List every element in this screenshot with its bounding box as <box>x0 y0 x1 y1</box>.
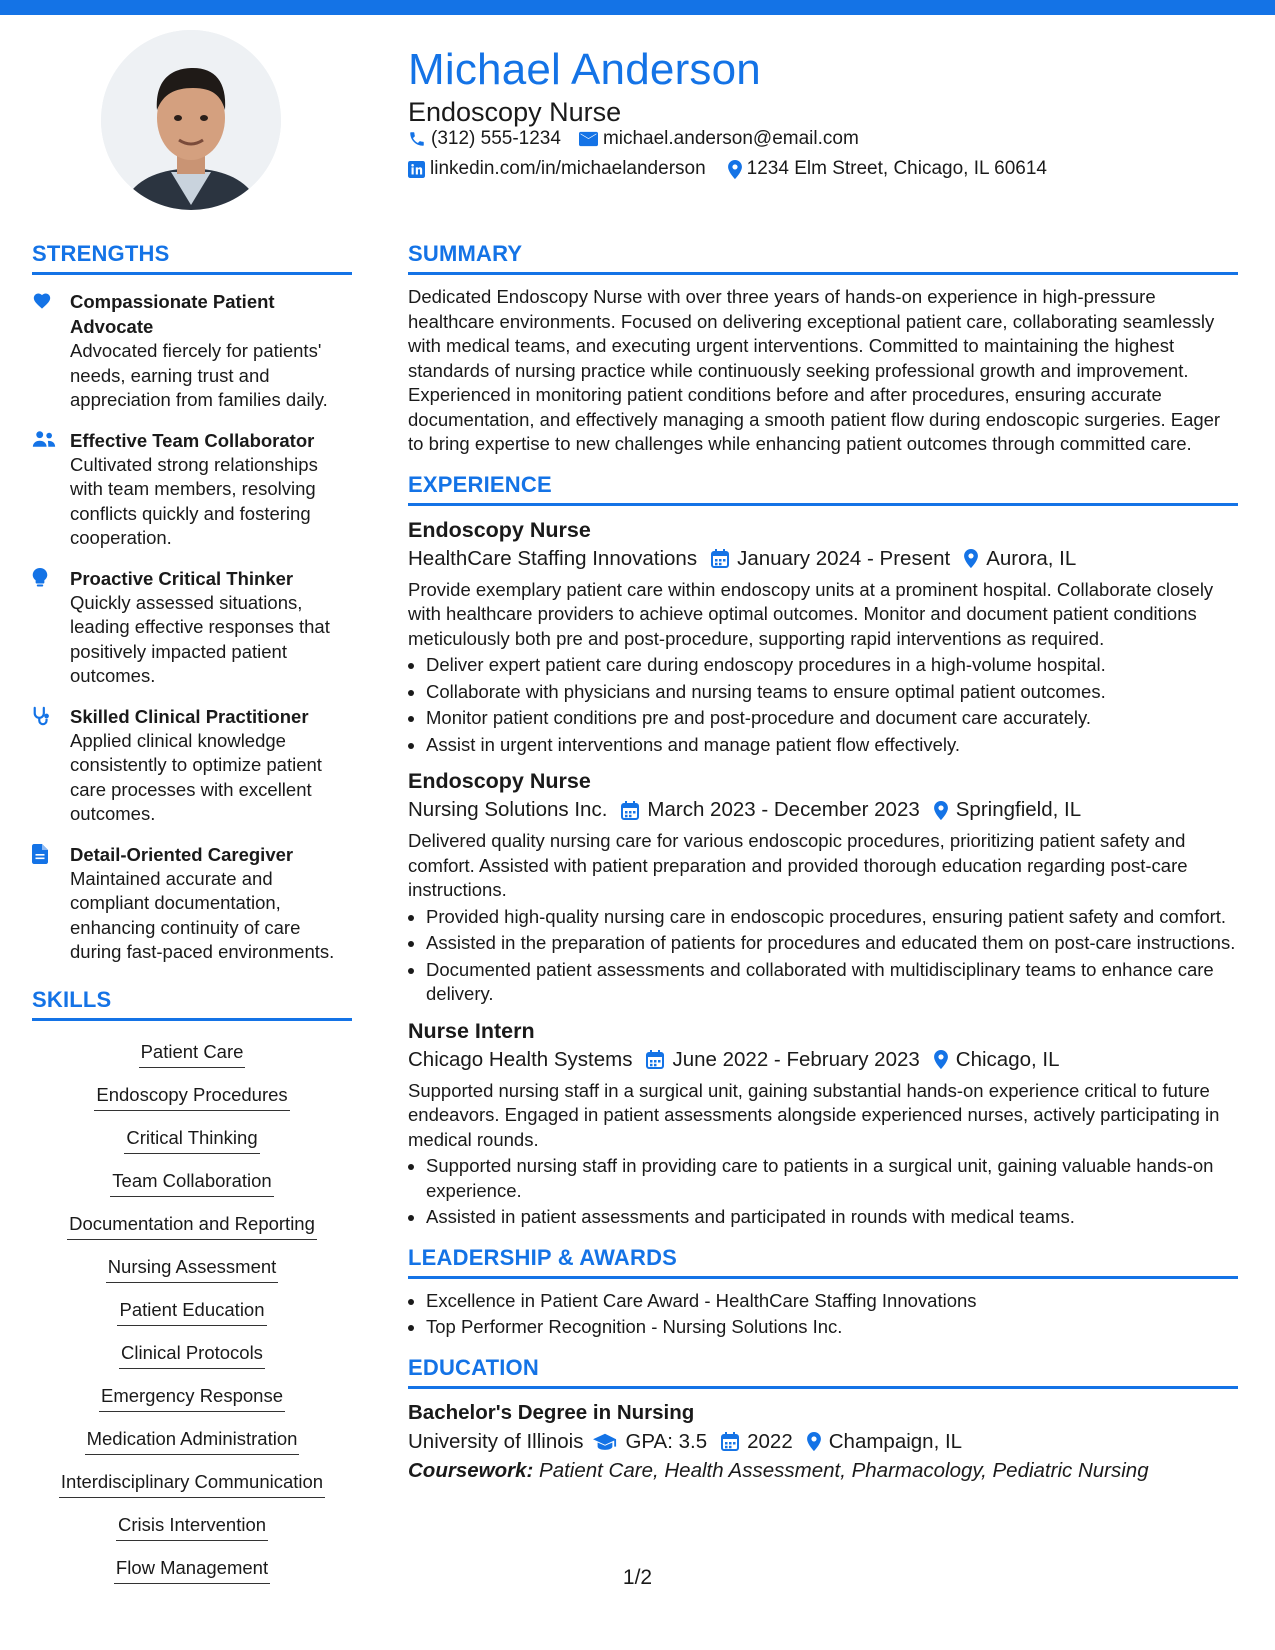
summary-heading: SUMMARY <box>408 240 1238 275</box>
strength-desc: Cultivated strong relationships with team members, resolving conflicts quickly and fostering cooperation. <box>70 453 318 548</box>
job-bullet: • Assisted in the preparation of patients for procedures and educated them on post-care instructions. <box>426 931 1238 956</box>
coursework <box>408 1457 1238 1485</box>
profile-photo <box>101 30 281 210</box>
email-text: michael.anderson@email.com <box>602 128 859 149</box>
job-dates: June 2022 - February 2023 <box>672 1047 920 1071</box>
school-name: University of Illinois <box>408 1429 584 1453</box>
skill-tag: Team Collaboration <box>110 1169 273 1197</box>
phone-icon <box>408 130 426 148</box>
skill-tag: Critical Thinking <box>124 1126 259 1154</box>
education-section <box>408 1354 1238 1485</box>
address-text: 1234 Elm Street, Chicago, IL 60614 <box>746 158 1047 179</box>
phone-contact <box>408 127 561 151</box>
job-description: Delivered quality nursing care for various endoscopic procedures, prioritizing patient safety and comfort. Assisted with patient preparation and provided thorough education regarding post-care instructions. <box>408 830 1188 900</box>
job-bullet: • Documented patient assessments and collaborated with multidisciplinary teams to enhance care delivery. <box>426 958 1238 1007</box>
map-pin-icon <box>964 549 978 568</box>
job-bullet: • Supported nursing staff in providing care to patients in a surgical unit, gaining valuable hands-on experience. <box>426 1154 1238 1203</box>
skill-tag: Patient Education <box>117 1298 266 1326</box>
job-meta <box>408 544 1238 574</box>
job-bullet: • Monitor patient conditions pre and post-procedure and document care accurately. <box>426 706 1238 731</box>
map-pin-icon <box>934 801 948 820</box>
education-heading: EDUCATION <box>408 1354 1238 1389</box>
job-bullet: • Collaborate with physicians and nursing teams to ensure optimal patient outcomes. <box>426 680 1238 705</box>
skill-tag: Medication Administration <box>85 1427 300 1455</box>
education-meta <box>408 1427 1238 1457</box>
candidate-name: Michael Anderson <box>408 45 761 94</box>
award-item: • Top Performer Recognition - Nursing Solutions Inc. <box>426 1315 1238 1340</box>
left-column <box>32 240 352 1592</box>
skill-tag: Patient Care <box>139 1040 246 1068</box>
map-pin-icon <box>807 1432 821 1451</box>
skill-tag: Nursing Assessment <box>106 1255 279 1283</box>
stethoscope-icon <box>32 706 52 726</box>
users-icon <box>32 430 56 448</box>
skills-heading: SKILLS <box>32 986 352 1021</box>
document-icon <box>32 844 48 864</box>
experience-heading: EXPERIENCE <box>408 471 1238 506</box>
map-pin-icon <box>728 160 742 179</box>
phone-text: (312) 555-1234 <box>431 128 561 149</box>
skill-tag: Endoscopy Procedures <box>94 1083 289 1111</box>
job-bullets <box>408 905 1238 1007</box>
strength-item <box>32 428 352 551</box>
job-bullets <box>408 1154 1238 1230</box>
envelope-icon <box>579 131 598 147</box>
skill-tag: Documentation and Reporting <box>67 1212 317 1240</box>
strength-title: Effective Team Collaborator <box>70 429 315 451</box>
strength-title: Skilled Clinical Practitioner <box>70 705 309 727</box>
job-meta <box>408 795 1238 825</box>
job-location: Aurora, IL <box>986 546 1077 570</box>
job-location: Chicago, IL <box>955 1047 1060 1071</box>
education-location: Champaign, IL <box>828 1429 963 1453</box>
address-contact <box>728 157 1047 181</box>
strengths-heading: STRENGTHS <box>32 240 352 275</box>
job-description: Supported nursing staff in a surgical unit, gaining substantial hands-on experience critical to future endeavors. Engaged in patient assessments alongside experienced nurses, actively participating in medical rounds. <box>408 1079 1220 1150</box>
linkedin-contact[interactable] <box>408 157 706 181</box>
skill-tag: Flow Management <box>114 1556 270 1584</box>
candidate-title: Endoscopy Nurse <box>408 97 622 127</box>
map-pin-icon <box>934 1050 948 1069</box>
strength-desc: Quickly assessed situations, leading effective responses that positively impacted patient outcomes. <box>70 591 330 686</box>
email-contact[interactable] <box>579 127 859 151</box>
summary-text: Dedicated Endoscopy Nurse with over three years of hands-on experience in high-pressure healthcare environments. Focused on delivering exceptional patient care, collaborating seamlessly with medical teams, and executing urgent interventions. Committed to maintaining the highest standards of nursing practice while continuously seeking professional growth and improvement. Experienced in monitoring patient conditions before and after procedures, ensuring accurate documentation, and effectively managing a smooth patient flow during endoscopic surgeries. Eager to bring expertise to new challenges while enhancing patient outcomes through committed care. <box>408 286 1221 454</box>
job-bullets <box>408 653 1238 757</box>
skill-tag: Crisis Intervention <box>116 1513 268 1541</box>
job-bullet: • Deliver expert patient care during endoscopy procedures in a high-volume hospital. <box>426 653 1238 678</box>
awards-list <box>408 1289 1238 1340</box>
top-accent-bar <box>0 0 1275 15</box>
strength-title: Compassionate Patient Advocate <box>70 291 275 337</box>
gpa-text: GPA: 3.5 <box>625 1429 708 1453</box>
coursework-label: Coursework: <box>408 1458 534 1482</box>
skill-tag: Emergency Response <box>99 1384 285 1412</box>
calendar-icon <box>721 1432 739 1451</box>
job-title: Endoscopy Nurse <box>408 517 591 542</box>
strength-item <box>32 566 352 689</box>
strength-item <box>32 289 352 413</box>
company-name: Chicago Health Systems <box>408 1047 633 1071</box>
lightbulb-icon <box>32 568 48 588</box>
experience-section <box>408 471 1238 1230</box>
contact-row-1 <box>408 127 877 151</box>
skills-list <box>32 1031 352 1592</box>
page-number: 1/2 <box>622 1566 653 1589</box>
job-description: Provide exemplary patient care within endoscopy units at a prominent hospital. Collaborate closely with healthcare providers to achieve optimal outcomes. Monitor and document patient conditions meticulously both pre and post-procedure, supporting rapid interventions as required. <box>408 578 1214 649</box>
leadership-heading: LEADERSHIP & AWARDS <box>408 1244 1238 1279</box>
job-entry <box>408 516 1238 758</box>
graduation-cap-icon <box>593 1433 617 1451</box>
skill-tag: Clinical Protocols <box>119 1341 265 1369</box>
strength-desc: Advocated fiercely for patients' needs, earning trust and appreciation from families daily. <box>70 340 328 410</box>
job-title: Nurse Intern <box>408 1018 535 1043</box>
company-name: Nursing Solutions Inc. <box>408 798 608 821</box>
right-column <box>408 240 1238 1493</box>
degree-title: Bachelor's Degree in Nursing <box>408 1400 695 1424</box>
heart-icon <box>32 291 52 309</box>
graduation-year: 2022 <box>747 1429 793 1453</box>
job-meta <box>408 1045 1238 1075</box>
strength-desc: Applied clinical knowledge consistently to optimize patient care processes with excellent outcomes. <box>70 729 322 824</box>
job-bullet: • Assist in urgent interventions and manage patient flow effectively. <box>426 733 1238 758</box>
job-entry <box>408 1017 1238 1230</box>
skill-tag: Interdisciplinary Communication <box>59 1470 325 1498</box>
linkedin-icon <box>408 161 425 178</box>
job-entry <box>408 767 1238 1007</box>
award-item: • Excellence in Patient Care Award - HealthCare Staffing Innovations <box>426 1289 1238 1314</box>
job-location: Springfield, IL <box>955 798 1082 821</box>
job-title: Endoscopy Nurse <box>408 769 591 793</box>
strength-item <box>32 842 352 965</box>
leadership-section <box>408 1244 1238 1340</box>
strength-title: Detail-Oriented Caregiver <box>70 843 294 865</box>
contact-row-2 <box>408 157 1065 181</box>
strength-item <box>32 704 352 827</box>
strength-title: Proactive Critical Thinker <box>70 567 294 589</box>
job-bullet: • Provided high-quality nursing care in endoscopic procedures, ensuring patient safety and comfort. <box>426 905 1238 930</box>
job-bullet: • Assisted in patient assessments and participated in rounds with medical teams. <box>426 1205 1238 1230</box>
job-dates: March 2023 - December 2023 <box>647 798 920 821</box>
strength-desc: Maintained accurate and compliant documentation, enhancing continuity of care during fast-paced environments. <box>70 867 335 962</box>
coursework-list: Patient Care, Health Assessment, Pharmacology, Pediatric Nursing <box>539 1458 1149 1482</box>
calendar-icon <box>621 801 639 820</box>
company-name: HealthCare Staffing Innovations <box>408 546 698 570</box>
linkedin-text: linkedin.com/in/michaelanderson <box>430 158 706 179</box>
summary-section <box>408 240 1238 457</box>
job-dates: January 2024 - Present <box>737 546 951 570</box>
calendar-icon <box>711 549 729 568</box>
calendar-icon <box>646 1050 664 1069</box>
